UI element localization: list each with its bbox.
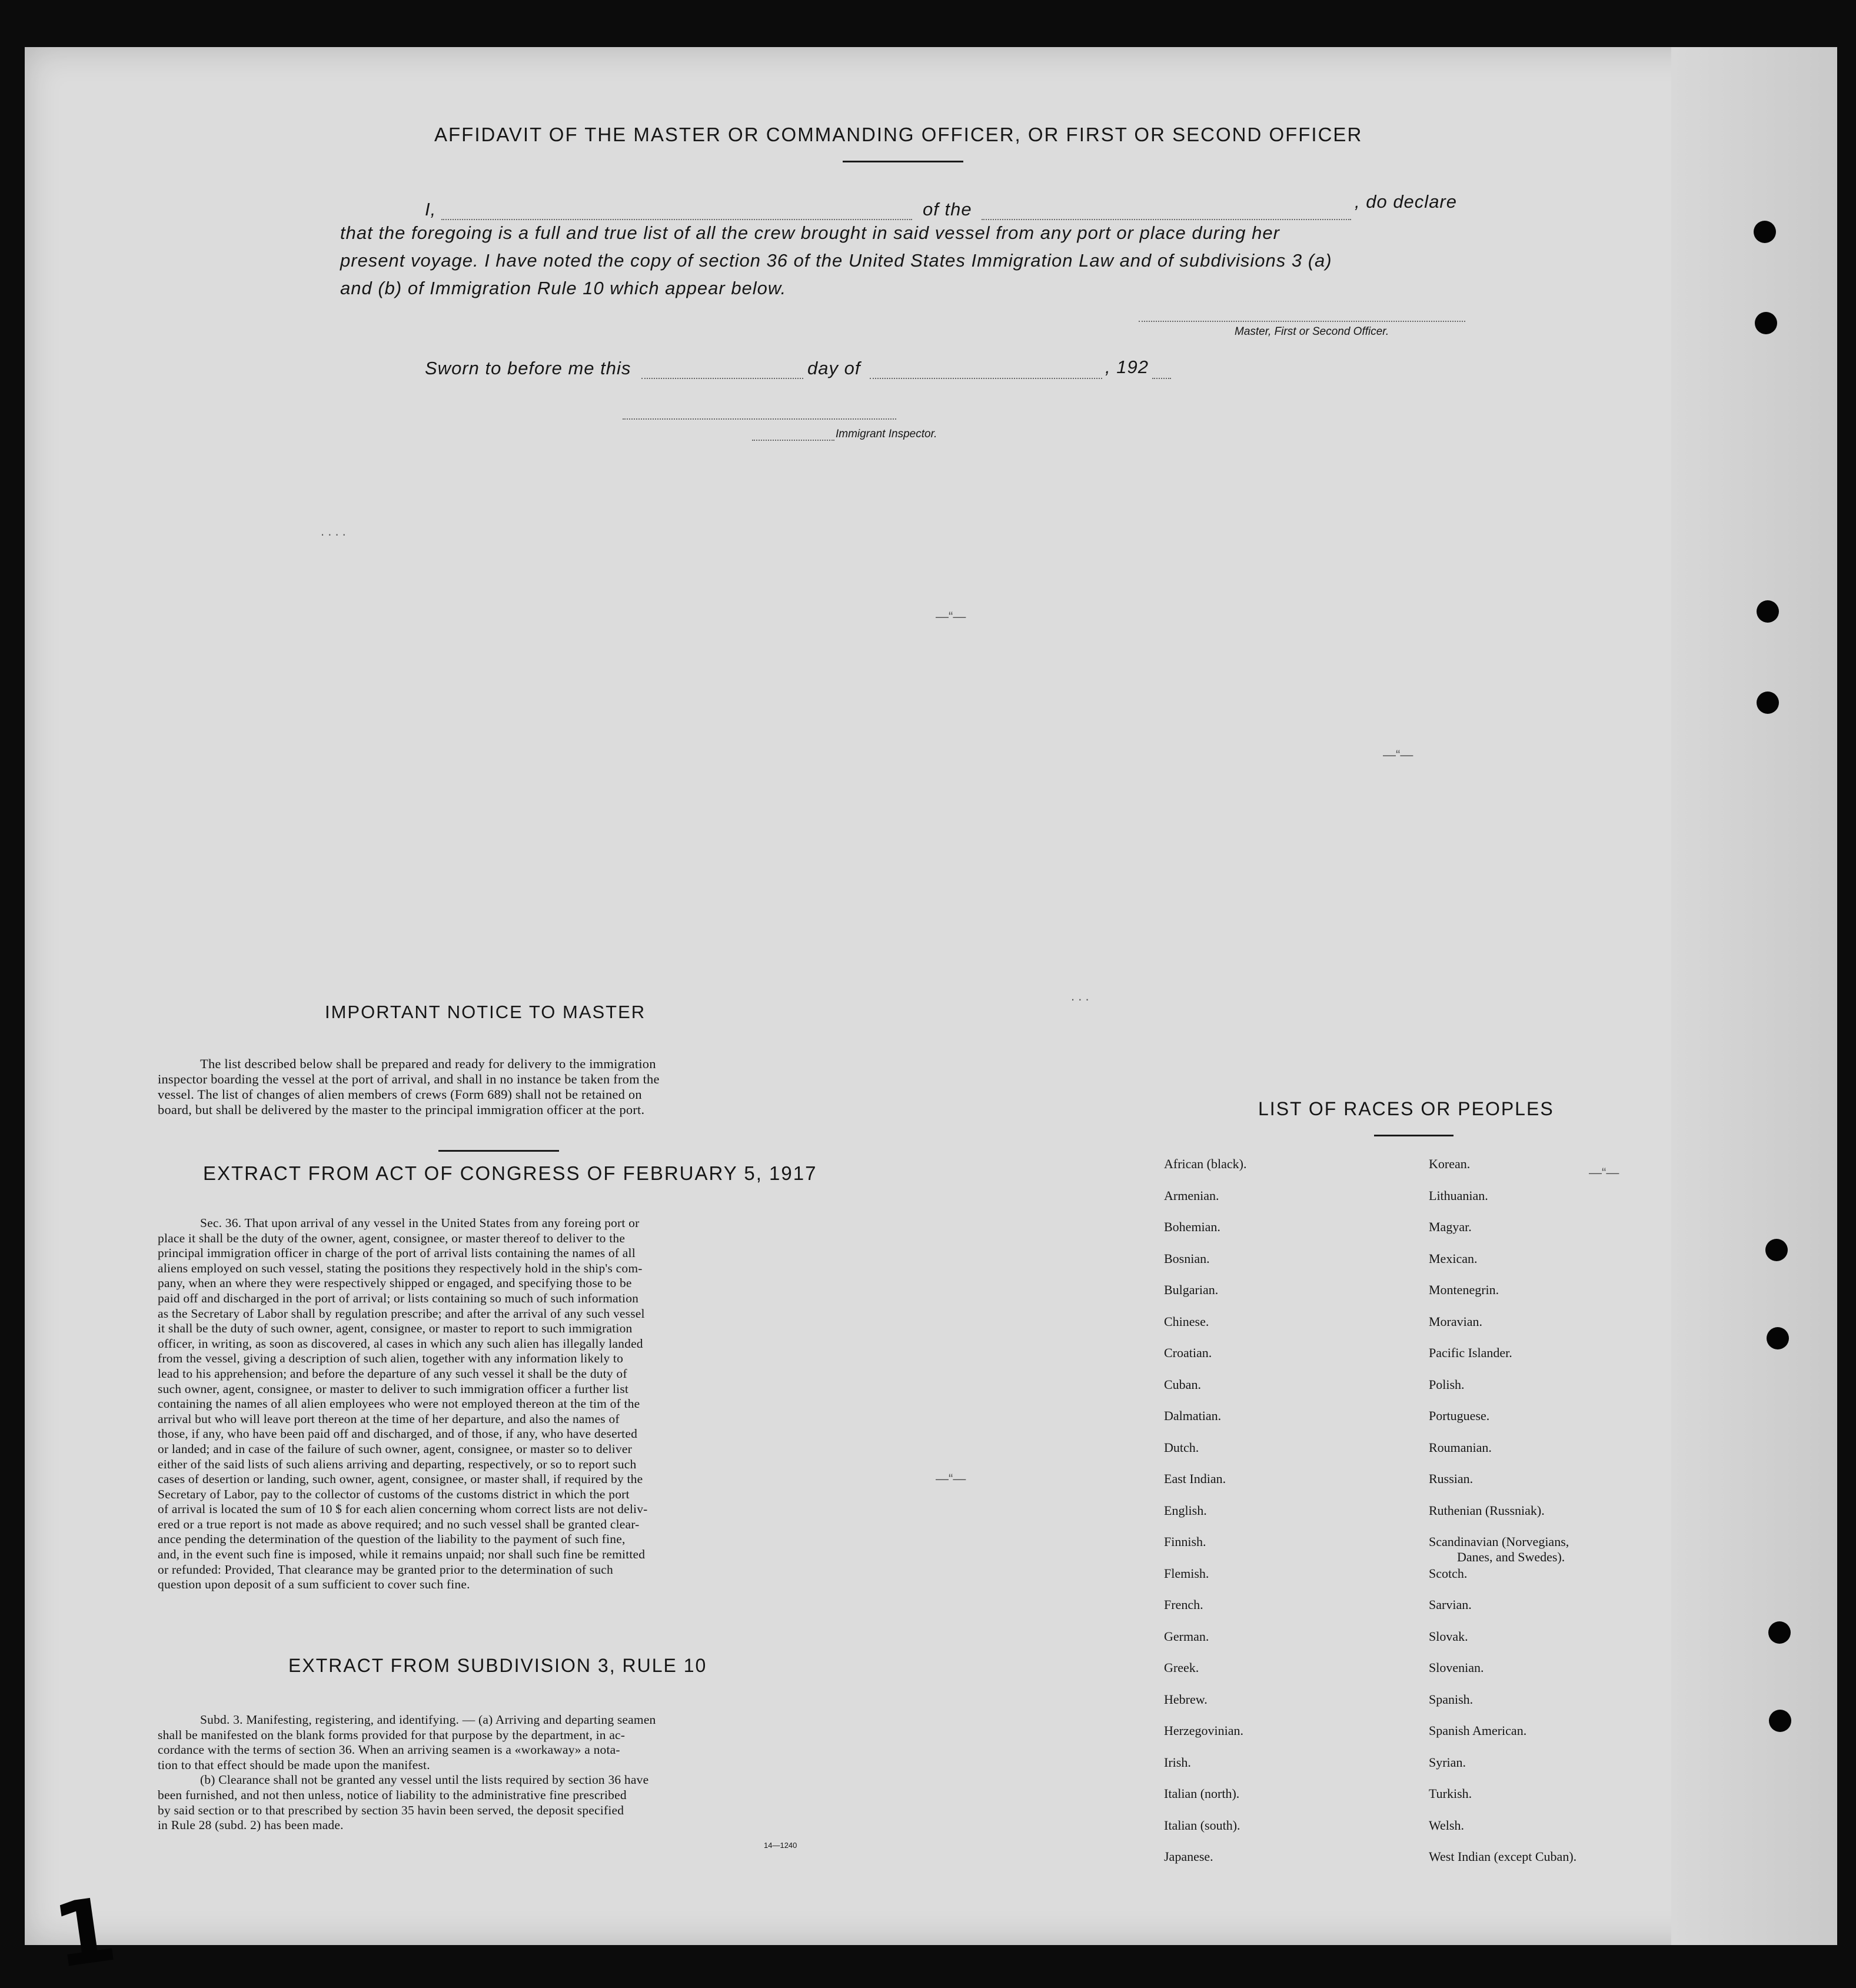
race-right-item: Scotch. xyxy=(1429,1565,1468,1581)
binder-hole xyxy=(1768,1621,1791,1644)
race-left-item: Bulgarian. xyxy=(1164,1282,1219,1297)
act-line: ance pending the determination of the question of the liability to the payment of such fine, xyxy=(158,1532,626,1547)
race-left-item: Herzegovinian. xyxy=(1164,1723,1243,1738)
race-right-item: Roumanian. xyxy=(1429,1440,1492,1455)
act-line: principal immigration officer in charge of the port of arrival lists containing the names of all xyxy=(158,1246,636,1261)
binder-hole xyxy=(1769,1710,1791,1732)
act-line: ered or a true report is not made as above required; and no such vessel shall be granted clear- xyxy=(158,1517,640,1531)
day-of-text: day of xyxy=(807,358,861,378)
binder-hole xyxy=(1754,221,1776,243)
notice-line: The list described below shall be prepared and ready for delivery to the immigration xyxy=(200,1056,656,1071)
act-line: such owner, agent, consignee, or master to deliver to such immigration officer a further list xyxy=(158,1381,629,1396)
act-line: or refunded: Provided, That clearance may be granted prior to the determination of such xyxy=(158,1562,614,1577)
race-left-item: East Indian. xyxy=(1164,1471,1226,1486)
race-left-item: German. xyxy=(1164,1628,1209,1644)
race-left-item: Bosnian. xyxy=(1164,1251,1210,1266)
race-right-item: West Indian (except Cuban). xyxy=(1429,1849,1577,1864)
act-line: those, if any, who have been paid off and discharged, and of those, if any, who have deserted xyxy=(158,1427,638,1441)
act-line: arrival but who will leave port thereon at the time of her departure, and also the names of xyxy=(158,1411,620,1426)
race-left-item: Italian (north). xyxy=(1164,1786,1240,1801)
race-right-item: Scandinavian (Norvegians, xyxy=(1429,1534,1569,1549)
affidavit-i: I, xyxy=(425,199,437,220)
binder-hole xyxy=(1765,1239,1788,1261)
race-left-item: Croatian. xyxy=(1164,1345,1212,1360)
bleed-through-mark: —“— xyxy=(1383,747,1413,762)
notice-line: vessel. The list of changes of alien members of crews (Form 689) shall not be retained on xyxy=(158,1087,642,1102)
act-line: question upon deposit of a sum sufficient to cover such fine. xyxy=(158,1577,470,1592)
bleed-through-mark: —“— xyxy=(936,609,966,624)
act-line: as the Secretary of Labor shall by regulation prescribe; and after the arrival of any such vessel xyxy=(158,1306,645,1321)
race-left-item: Bohemian. xyxy=(1164,1219,1220,1234)
affidavit-line-4: and (b) of Immigration Rule 10 which appear below. xyxy=(340,278,787,298)
race-left-item: Italian (south). xyxy=(1164,1817,1240,1833)
affidavit-line-3: present voyage. I have noted the copy of section 36 of the United States Immigration Law and of subdivisions 3 (a) xyxy=(340,250,1332,271)
subdivision-line: been furnished, and not then unless, notice of liability to the administrative fine prescribed xyxy=(158,1787,627,1802)
inspector-signature-line-1 xyxy=(623,418,896,420)
act-line: Secretary of Labor, pay to the collector of customs of the customs district in which the port xyxy=(158,1487,630,1501)
race-left-item: Dalmatian. xyxy=(1164,1408,1222,1423)
binder-hole xyxy=(1757,600,1779,623)
races-title-rule xyxy=(1374,1135,1453,1136)
binder-hole xyxy=(1767,1327,1789,1349)
act-line: officer, in writing, as soon as discovered, al cases in which any such alien has illegally landed xyxy=(158,1336,643,1351)
act-line: aliens employed on such vessel, stating the positions they respectively hold in the ship's com- xyxy=(158,1261,643,1275)
race-right-item: Slovak. xyxy=(1429,1628,1468,1644)
race-right-item: Welsh. xyxy=(1429,1817,1464,1833)
binder-hole xyxy=(1755,312,1777,334)
act-line: and, in the event such fine is imposed, while it remains unpaid; nor shall such fine be remitted xyxy=(158,1547,646,1562)
subdivision-line: tion to that effect should be made upon the manifest. xyxy=(158,1757,430,1772)
race-right-item: Montenegrin. xyxy=(1429,1282,1499,1297)
subdivision-line: in Rule 28 (subd. 2) has been made. xyxy=(158,1818,344,1833)
affidavit-line-2: that the foregoing is a full and true list of all the crew brought in said vessel from any port or place during her xyxy=(340,222,1280,243)
bleed-through-mark: —“— xyxy=(936,1471,966,1486)
affidavit-declare: , do declare xyxy=(1355,191,1457,212)
races-title: LIST OF RACES OR PEOPLES xyxy=(1258,1098,1554,1119)
race-right-item: Sarvian. xyxy=(1429,1597,1472,1612)
form-number: 14—1240 xyxy=(764,1841,797,1850)
race-right-item: Portuguese. xyxy=(1429,1408,1490,1423)
race-right-item: Ruthenian (Russniak). xyxy=(1429,1502,1545,1518)
act-line: it shall be the duty of such owner, agent, consignee, or master to report to such immigration xyxy=(158,1321,633,1336)
officer-caption: Master, First or Second Officer. xyxy=(1235,325,1389,338)
year-text: , 192 xyxy=(1105,357,1149,377)
race-right-item: Russian. xyxy=(1429,1471,1474,1486)
affidavit-vessel-blank xyxy=(982,219,1351,220)
subdivision-body xyxy=(158,1713,840,1833)
act-line: lead to his apprehension; and before the departure of any such vessel it shall be the duty of xyxy=(158,1366,627,1381)
race-left-item: Japanese. xyxy=(1164,1849,1213,1864)
act-line: of arrival is located the sum of 10 $ for each alien concerning whom correct lists are not deliv- xyxy=(158,1502,648,1517)
bleed-through-mark: . . . xyxy=(1071,989,1089,1003)
act-body xyxy=(158,1216,840,1593)
binder-hole xyxy=(1757,692,1779,714)
race-right-item: Magyar. xyxy=(1429,1219,1472,1234)
sheet-right-edge xyxy=(1671,47,1837,1945)
inspector-caption: Immigrant Inspector. xyxy=(836,428,937,440)
sworn-day-blank xyxy=(641,378,803,379)
race-left-item: African (black). xyxy=(1164,1156,1247,1171)
page-mark: 1 xyxy=(47,1878,122,1988)
act-line: cases of desertion or landing, such owner, agent, consignee, or master shall, if required by the xyxy=(158,1472,643,1487)
race-left-item: Chinese. xyxy=(1164,1314,1209,1329)
affidavit-title: AFFIDAVIT OF THE MASTER OR COMMANDING OFFICER, OR FIRST OR SECOND OFFICER xyxy=(434,124,1363,145)
affidavit-of-the: of the xyxy=(923,199,972,220)
inspector-signature-line-2 xyxy=(752,440,834,441)
act-line: or landed; and in case of the failure of such owner, agent, consignee, or master so to deliver xyxy=(158,1441,632,1456)
race-right-item: Mexican. xyxy=(1429,1251,1478,1266)
act-line: pany, when an where they were respectively shipped or engaged, and specifying those to be xyxy=(158,1276,632,1291)
race-left-item: English. xyxy=(1164,1502,1207,1518)
act-line: Sec. 36. That upon arrival of any vessel in the United States from any foreing port or xyxy=(200,1216,640,1230)
sworn-text: Sworn to before me this xyxy=(425,358,631,378)
act-line: paid off and discharged in the port of arrival; or lists containing so much of such information xyxy=(158,1291,639,1305)
bleed-through-mark: —“— xyxy=(1589,1165,1619,1180)
race-right-item: Pacific Islander. xyxy=(1429,1345,1512,1360)
race-left-item: Irish. xyxy=(1164,1754,1191,1770)
race-left-item: Hebrew. xyxy=(1164,1691,1208,1707)
race-right-item: Moravian. xyxy=(1429,1314,1483,1329)
notice-body xyxy=(158,1056,840,1118)
act-line: place it shall be the duty of the owner, agent, consignee, or master thereof to deliver to the xyxy=(158,1231,626,1245)
race-right-item: Danes, and Swedes). xyxy=(1457,1550,1565,1564)
notice-line: board, but shall be delivered by the master to the principal immigration officer at the port. xyxy=(158,1102,645,1117)
sworn-month-blank xyxy=(870,378,1102,379)
affidavit-name-blank xyxy=(441,219,912,220)
subdivision-line: shall be manifested on the blank forms provided for that purpose by the department, in ac- xyxy=(158,1727,626,1742)
act-title: EXTRACT FROM ACT OF CONGRESS OF FEBRUARY 5, 1917 xyxy=(203,1162,817,1184)
subdivision-title: EXTRACT FROM SUBDIVISION 3, RULE 10 xyxy=(288,1655,707,1676)
race-right-item: Korean. xyxy=(1429,1156,1471,1171)
notice-line: inspector boarding the vessel at the port of arrival, and shall in no instance be taken from the xyxy=(158,1072,660,1086)
affidavit-title-rule xyxy=(843,161,963,162)
race-left-item: Dutch. xyxy=(1164,1440,1199,1455)
race-right-item: Spanish. xyxy=(1429,1691,1474,1707)
race-right-item: Lithuanian. xyxy=(1429,1188,1488,1203)
subdivision-line: by said section or to that prescribed by section 35 havin been served, the deposit specified xyxy=(158,1803,624,1817)
race-left-item: Armenian. xyxy=(1164,1188,1219,1203)
subdivision-line: cordance with the terms of section 36. When an arriving seamen is a «workaway» a nota- xyxy=(158,1743,620,1757)
subdivision-line: Subd. 3. Manifesting, registering, and identifying. — (a) Arriving and departing seamen xyxy=(200,1713,656,1727)
race-right-item: Polish. xyxy=(1429,1377,1465,1392)
subdivision-line: (b) Clearance shall not be granted any vessel until the lists required by section 36 have xyxy=(200,1773,649,1787)
race-left-item: Finnish. xyxy=(1164,1534,1206,1549)
race-right-item: Spanish American. xyxy=(1429,1723,1527,1738)
act-line: containing the names of all alien employees who were not employed thereon at the tim of the xyxy=(158,1397,640,1411)
race-right-item: Syrian. xyxy=(1429,1754,1466,1770)
race-right-item: Turkish. xyxy=(1429,1786,1472,1801)
notice-rule xyxy=(438,1150,559,1152)
act-line: from the vessel, giving a description of such alien, together with any information likely to xyxy=(158,1351,624,1366)
race-left-item: Greek. xyxy=(1164,1660,1199,1675)
officer-signature-line xyxy=(1139,321,1465,322)
race-left-item: French. xyxy=(1164,1597,1203,1612)
race-left-item: Flemish. xyxy=(1164,1565,1209,1581)
race-right-item: Slovenian. xyxy=(1429,1660,1484,1675)
race-left-item: Cuban. xyxy=(1164,1377,1201,1392)
sworn-year-blank xyxy=(1152,378,1171,379)
bleed-through-mark: . . . . xyxy=(321,524,346,538)
notice-title: IMPORTANT NOTICE TO MASTER xyxy=(325,1002,646,1022)
act-line: either of the said lists of such aliens arriving and departing, respectively, or so to report such xyxy=(158,1457,637,1471)
